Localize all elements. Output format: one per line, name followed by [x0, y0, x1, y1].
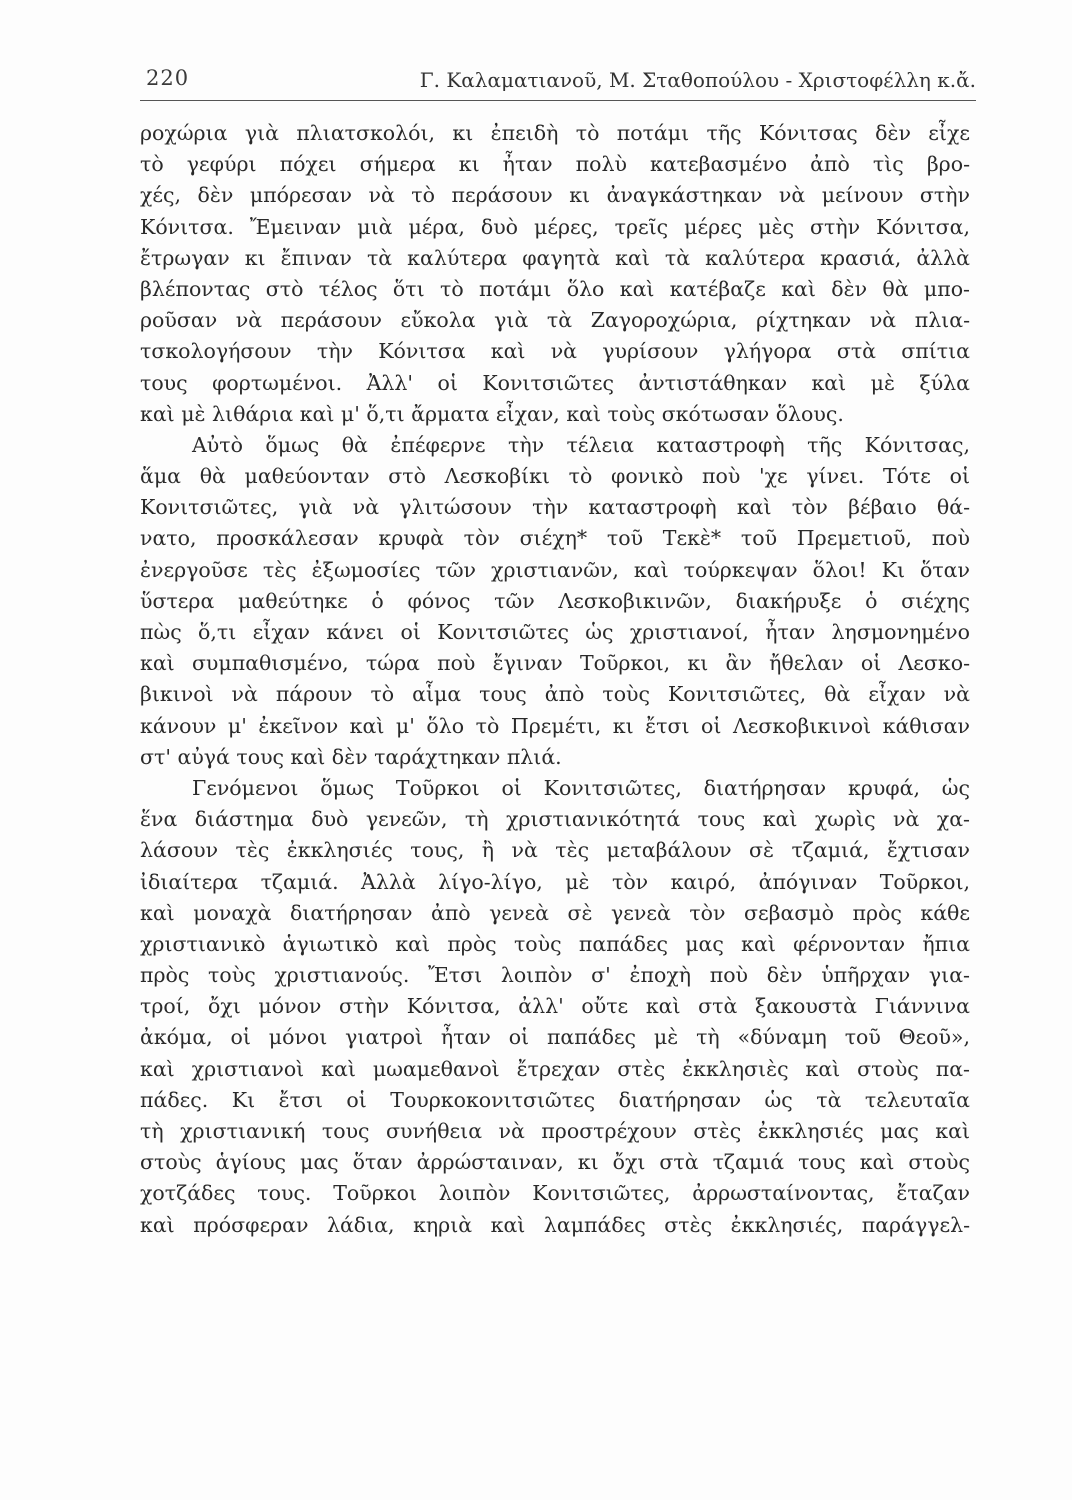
text-line: καὶ μοναχὰ διατήρησαν ἀπὸ γενεὰ σὲ γενεὰ τὸν σεβασμὸ πρὸς κάθε — [140, 900, 970, 925]
page-number: 220 — [146, 66, 190, 90]
text-line: πὼς ὅ,τι εἶχαν κάνει οἱ Κονιτσιῶτες ὡς χριστιανοί, ἦταν λησμονημένο — [140, 620, 970, 644]
text-line: χές, δὲν μπόρεσαν νὰ τὸ περάσουν κι ἀναγκάστηκαν νὰ μείνουν στὴν — [140, 183, 970, 208]
text-line: καὶ πρόσφεραν λάδια, κηριὰ καὶ λαμπάδες στὲς ἐκκλησιές, παράγγελ- — [140, 1212, 970, 1237]
text-line: πάδες. Κι ἔτσι οἱ Τουρκοκονιτσιῶτες διατήρησαν ὡς τὰ τελευταῖα — [140, 1087, 970, 1112]
text-line: στ' αὐγά τους καὶ δὲν ταράχτηκαν πλιά. — [140, 744, 562, 769]
header-rule — [140, 100, 976, 101]
text-line: καὶ χριστιανοὶ καὶ μωαμεθανοὶ ἔτρεχαν στὲς ἐκκλησιὲς καὶ στοὺς πα- — [140, 1056, 970, 1081]
text-line: ἀκόμα, οἱ μόνοι γιατροὶ ἦταν οἱ παπάδες μὲ τὴ «δύναμη τοῦ Θεοῦ», — [140, 1025, 970, 1050]
text-line: ἕνα διάστημα δυὸ γενεῶν, τὴ χριστιανικότητά τους καὶ χωρὶς νὰ χα- — [140, 807, 970, 832]
text-line: ροχώρια γιὰ πλιατσκολόι, κι ἐπειδὴ τὸ ποτάμι τῆς Κόνιτσας δὲν εἶχε — [140, 121, 970, 145]
text-line: καὶ συμπαθισμένο, τώρα ποὺ ἔγιναν Τοῦρκοι, κι ἂν ἤθελαν οἱ Λεσκο- — [140, 651, 970, 676]
text-line: χοτζάδες τους. Τοῦρκοι λοιπὸν Κονιτσιῶτες, ἀρρωσταίνοντας, ἔταζαν — [140, 1181, 970, 1206]
text-line: πρὸς τοὺς χριστιανούς. Ἔτσι λοιπὸν σ' ἐποχὴ ποὺ δὲν ὑπῆρχαν για- — [140, 963, 970, 988]
paragraph — [140, 118, 970, 430]
text-line: τσκολογήσουν τὴν Κόνιτσα καὶ νὰ γυρίσουν γλήγορα στὰ σπίτια — [140, 339, 970, 364]
text-line: τὸ γεφύρι πόχει σήμερα κι ἦταν πολὺ κατεβασμένο ἀπὸ τὶς βρο- — [140, 152, 970, 177]
text-line: Κόνιτσα. Ἔμειναν μιὰ μέρα, δυὸ μέρες, τρεῖς μέρες μὲς στὴν Κόνιτσα, — [140, 214, 970, 239]
text-line: Αὐτὸ ὅμως θὰ ἐπέφερνε τὴν τέλεια καταστροφὴ τῆς Κόνιτσας, — [192, 432, 970, 457]
text-line: στοὺς ἁγίους μας ὅταν ἀρρώσταιναν, κι ὄχι στὰ τζαμιά τους καὶ στοὺς — [140, 1150, 970, 1175]
body-text — [140, 118, 970, 1241]
text-line: τους φορτωμένοι. Ἀλλ' οἱ Κονιτσιῶτες ἀντιστάθηκαν καὶ μὲ ξύλα — [140, 370, 970, 395]
text-line: ἐνεργοῦσε τὲς ἐξωμοσίες τῶν χριστιανῶν, καὶ τούρκεψαν ὅλοι! Κι ὅταν — [140, 557, 970, 582]
text-line: ὕστερα μαθεύτηκε ὁ φόνος τῶν Λεσκοβικινῶν, διακήρυξε ὁ σιέχης — [140, 588, 970, 613]
text-line: ἰδιαίτερα τζαμιά. Ἀλλὰ λίγο-λίγο, μὲ τὸν καιρό, ἀπόγιναν Τοῦρκοι, — [140, 869, 970, 894]
paragraph — [140, 430, 970, 773]
text-line: Κονιτσιῶτες, γιὰ νὰ γλιτώσουν τὴν καταστροφὴ καὶ τὸν βέβαιο θά- — [140, 495, 970, 520]
text-line: τροί, ὄχι μόνον στὴν Κόνιτσα, ἀλλ' οὔτε καὶ στὰ ξακουστὰ Γιάννινα — [140, 994, 970, 1019]
text-line: χριστιανικὸ ἁγιωτικὸ καὶ πρὸς τοὺς παπάδες μας καὶ φέρνονταν ἤπια — [140, 931, 970, 956]
paragraph — [140, 773, 970, 1241]
text-line: ροῦσαν νὰ περάσουν εὔκολα γιὰ τὰ Ζαγοροχώρια, ρίχτηκαν νὰ πλια- — [140, 308, 970, 333]
text-line: βλέποντας στὸ τέλος ὅτι τὸ ποτάμι ὅλο καὶ κατέβαζε καὶ δὲν θὰ μπο- — [140, 276, 970, 301]
text-line: λάσουν τὲς ἐκκλησιές τους, ἢ νὰ τὲς μεταβάλουν σὲ τζαμιά, ἔχτισαν — [140, 838, 970, 863]
text-line: ἔτρωγαν κι ἔπιναν τὰ καλύτερα φαγητὰ καὶ τὰ καλύτερα κρασιά, ἀλλὰ — [140, 245, 970, 270]
text-line: ἅμα θὰ μαθεύονταν στὸ Λεσκοβίκι τὸ φονικὸ ποὺ 'χε γίνει. Τότε οἱ — [140, 464, 970, 489]
text-line: κάνουν μ' ἐκεῖνον καὶ μ' ὅλο τὸ Πρεμέτι, κι ἔτσι οἱ Λεσκοβικινοὶ κάθισαν — [140, 713, 970, 738]
page-header — [140, 66, 976, 102]
text-line: Γενόμενοι ὅμως Τοῦρκοι οἱ Κονιτσιῶτες, διατήρησαν κρυφά, ὡς — [192, 775, 970, 800]
text-line: τὴ χριστιανική τους συνήθεια νὰ προστρέχουν στὲς ἐκκλησιές μας καὶ — [140, 1119, 970, 1143]
text-line: καὶ μὲ λιθάρια καὶ μ' ὅ,τι ἄρματα εἶχαν, καὶ τοὺς σκότωσαν ὅλους. — [140, 401, 844, 426]
text-line: νατο, προσκάλεσαν κρυφὰ τὸν σιέχη* τοῦ Τεκὲ* τοῦ Πρεμετιοῦ, ποὺ — [140, 526, 970, 551]
text-line: βικινοὶ νὰ πάρουν τὸ αἷμα τους ἀπὸ τοὺς Κονιτσιῶτες, θὰ εἶχαν νὰ — [140, 682, 970, 707]
running-head: Γ. Καλαματιανοῦ, Μ. Σταθοπούλου - Χριστοφέλλη κ.ἄ. — [419, 68, 976, 92]
